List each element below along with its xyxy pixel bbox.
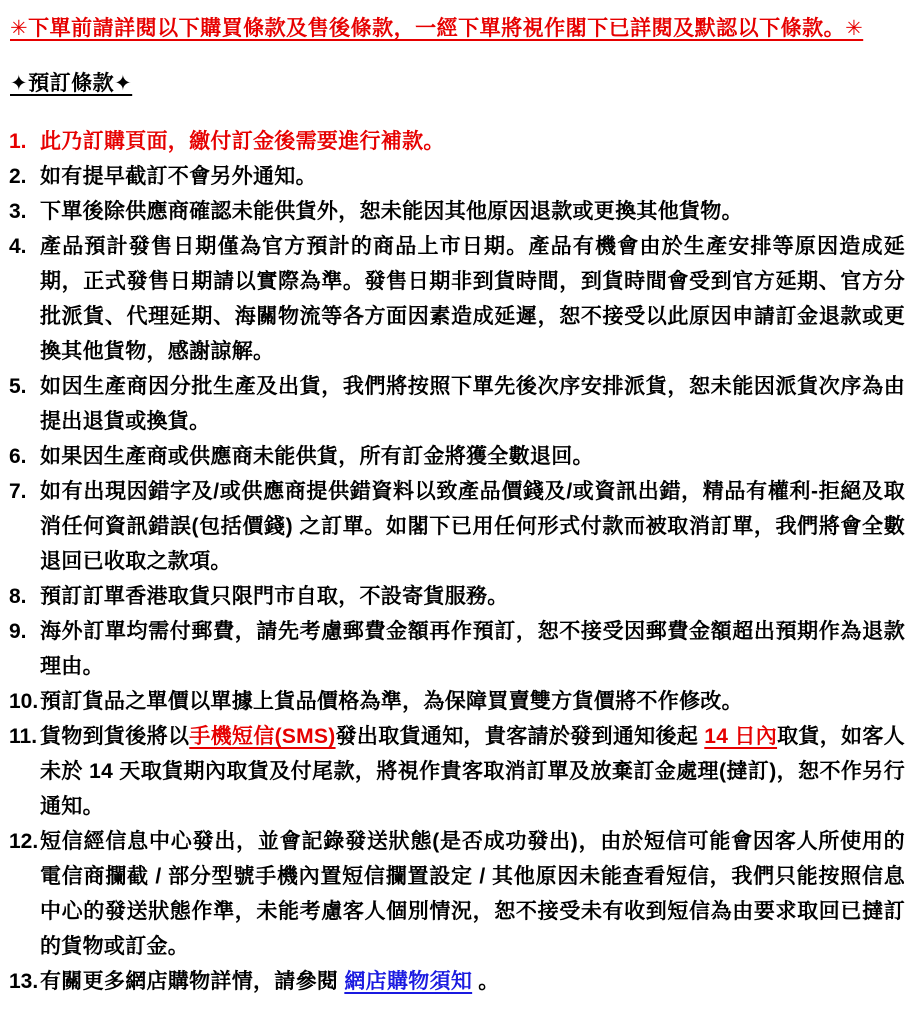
term-number: 6.	[9, 445, 27, 468]
pre-order-warning-banner: ✳下單前請詳閱以下購買條款及售後條款，一經下單將視作閣下已詳閱及默認以下條款。✳	[10, 17, 864, 40]
term-item-1	[8, 124, 905, 159]
term-text	[40, 964, 905, 999]
term-number: 13.	[9, 970, 39, 993]
term-text	[40, 474, 905, 579]
term-text-segment: 此乃訂購頁面，繳付訂金後需要進行補款。	[40, 130, 445, 153]
term-number: 1.	[9, 130, 27, 153]
terms-list	[8, 124, 905, 999]
term-item-12	[8, 824, 905, 964]
term-number: 12.	[9, 830, 39, 853]
term-text	[40, 579, 905, 614]
term-text-segment: 海外訂單均需付郵費，請先考慮郵費金額再作預訂，恕不接受因郵費金額超出預期作為退款理由。	[40, 620, 905, 678]
term-text-segment: 取貨，如客人未於 14 天取貨期內取貨及付尾款，將視作貴客取消訂單及放棄訂金處理(撻訂)，恕不作另行通知。	[40, 725, 905, 818]
term-item-10	[8, 684, 905, 719]
term-number: 11.	[9, 725, 38, 748]
term-text-segment: 如因生產商因分批生產及出貨，我們將按照下單先後次序安排派貨，恕未能因派貨次序為由提出退貨或換貨。	[40, 375, 905, 433]
term-item-2	[8, 159, 905, 194]
term-text-segment: 如有提早截訂不會另外通知。	[40, 165, 317, 188]
term-text-segment: 發出取貨通知，貴客請於發到通知後起	[335, 725, 705, 748]
term-item-13	[8, 964, 905, 999]
term-text	[40, 159, 905, 194]
term-text	[40, 614, 905, 684]
term-number: 5.	[9, 375, 27, 398]
term-number: 4.	[9, 235, 27, 258]
red-highlighted-text: 手機短信(SMS)	[189, 725, 336, 748]
term-item-5	[8, 369, 905, 439]
term-text	[40, 824, 905, 964]
term-text-segment: 短信經信息中心發出，並會記錄發送狀態(是否成功發出)，由於短信可能會因客人所使用的電信商攔截 / 部分型號手機內置短信攔置設定 / 其他原因未能查看短信，我們只能按照信息中心的發送狀態作準，未能考慮客人個別情況，恕不接受未有收到短信為由要求取回已撻訂的貨物或訂金。	[40, 830, 905, 958]
term-text-segment: 貨物到貨後將以	[40, 725, 190, 748]
red-highlighted-text: 14 日內	[704, 725, 778, 748]
term-number: 7.	[9, 480, 27, 503]
term-item-9	[8, 614, 905, 684]
term-text	[40, 124, 905, 159]
term-text-segment: 預訂貨品之單價以單據上貨品價格為準，為保障買賣雙方貨價將不作修改。	[40, 690, 743, 713]
term-text	[40, 369, 905, 439]
term-text-segment: 下單後除供應商確認未能供貨外，恕未能因其他原因退款或更換其他貨物。	[40, 200, 743, 223]
term-text	[40, 439, 905, 474]
term-text-segment: 有關更多網店購物詳情，請參閱	[40, 970, 345, 993]
store-shopping-notice-link[interactable]: 網店購物須知	[344, 970, 473, 993]
term-text	[40, 719, 905, 824]
term-number: 2.	[9, 165, 27, 188]
term-text-segment: 產品預計發售日期僅為官方預計的商品上市日期。產品有機會由於生產安排等原因造成延期，正式發售日期請以實際為準。發售日期非到貨時間，到貨時間會受到官方延期、官方分批派貨、代理延期、海關物流等各方面因素造成延遲，恕不接受以此原因申請訂金退款或更換其他貨物，感謝諒解。	[40, 235, 905, 363]
term-number: 3.	[9, 200, 27, 223]
term-text	[40, 194, 905, 229]
term-item-3	[8, 194, 905, 229]
term-number: 9.	[9, 620, 27, 643]
term-text-segment: 。	[472, 970, 500, 993]
term-item-4	[8, 229, 905, 369]
term-text-segment: 預訂訂單香港取貨只限門市自取，不設寄貨服務。	[40, 585, 509, 608]
term-number: 10.	[9, 690, 39, 713]
term-item-6	[8, 439, 905, 474]
term-item-8	[8, 579, 905, 614]
pre-order-terms-section-title: ✦預訂條款✦	[10, 72, 133, 95]
term-text	[40, 684, 905, 719]
term-text-segment: 如果因生產商或供應商未能供貨，所有訂金將獲全數退回。	[40, 445, 594, 468]
term-item-11	[8, 719, 905, 824]
term-item-7	[8, 474, 905, 579]
term-text-segment: 如有出現因錯字及/或供應商提供錯資料以致產品價錢及/或資訊出錯，精品有權利-拒絕及取消任何資訊錯誤(包括價錢) 之訂單。如閣下已用任何形式付款而被取消訂單，我們將會全數退回已收取之款項。	[40, 480, 905, 573]
term-text	[40, 229, 905, 369]
term-number: 8.	[9, 585, 27, 608]
